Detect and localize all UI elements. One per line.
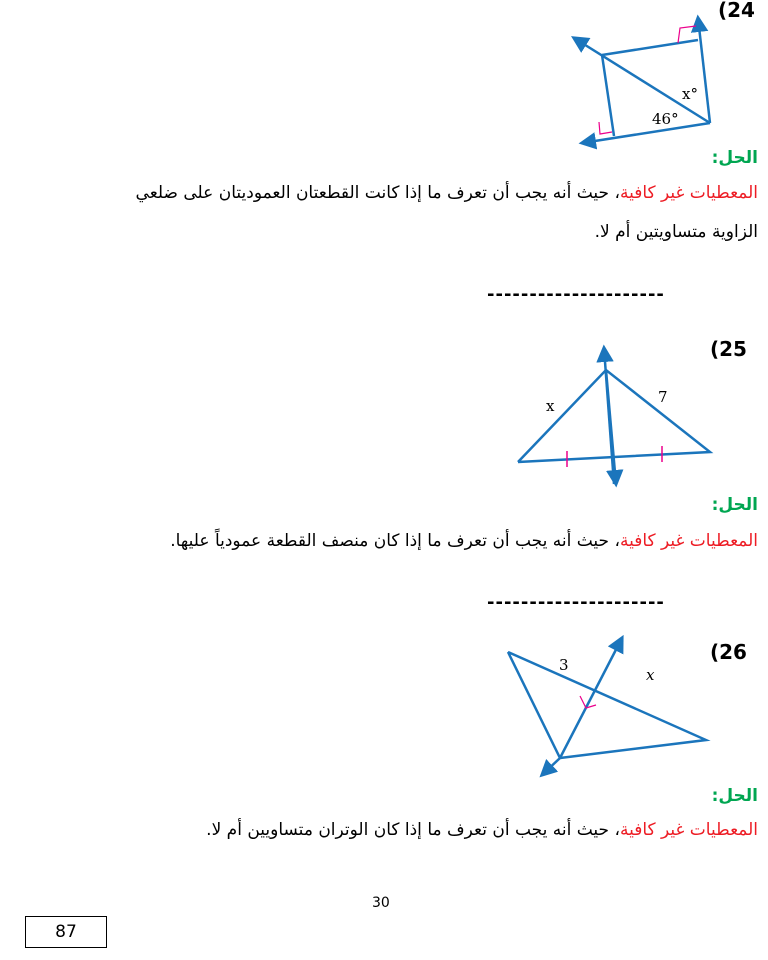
solution-label-25: الحل: [711, 495, 758, 515]
perpendicular-ray-down [542, 758, 560, 775]
solution-26-line1 [206, 820, 758, 840]
solution-label-26: الحل: [711, 786, 758, 806]
angle-46-label: 46° [652, 110, 679, 128]
page-box-number: 87 [25, 916, 107, 948]
figure-24-angle-bisector [560, 10, 720, 150]
explanation-text: ، حيث أنه يجب أن تعرف ما إذا كان منصف القطعة عمودياً عليها. [170, 531, 620, 551]
insufficient-text: المعطيات غير كافية [619, 820, 758, 840]
ray-upper [574, 38, 710, 123]
solution-label-24: الحل: [711, 148, 758, 168]
solution-24-line1 [136, 183, 758, 203]
angle-x-label: x° [682, 85, 698, 103]
explanation-text: ، حيث أنه يجب أن تعرف ما إذا كانت القطعتان العموديتان على ضلعي [135, 183, 620, 203]
segment-top [602, 40, 698, 55]
insufficient-text: المعطيات غير كافية [619, 531, 758, 551]
solution-25-line1 [170, 531, 758, 551]
problem-number-24: (24 [718, 0, 755, 22]
segment-3-label: 3 [559, 656, 569, 674]
separator-1: --------------------- [487, 284, 665, 305]
figure-26-chords [500, 630, 715, 780]
figure-25-perpendicular-bisector [510, 340, 720, 490]
bisector-ray-down [606, 370, 616, 484]
problem-number-25: (25 [710, 337, 747, 361]
problem-number-26: (26 [710, 640, 747, 664]
segment-x-label: x [646, 666, 655, 684]
side-x-label: x [546, 397, 555, 415]
page-number: 30 [372, 895, 390, 911]
insufficient-text: المعطيات غير كافية [619, 183, 758, 203]
ray-perpendicular [698, 18, 710, 123]
segment-left [602, 55, 614, 136]
explanation-text: ، حيث أنه يجب أن تعرف ما إذا كان الوتران متساويين أم لا. [206, 820, 620, 840]
side-7-label: 7 [658, 388, 668, 406]
separator-2: --------------------- [487, 592, 665, 613]
right-angle-mark-bottom [599, 122, 612, 134]
ray-lower [582, 123, 710, 143]
solution-24-line2: الزاوية متساويتين أم لا. [594, 222, 758, 242]
